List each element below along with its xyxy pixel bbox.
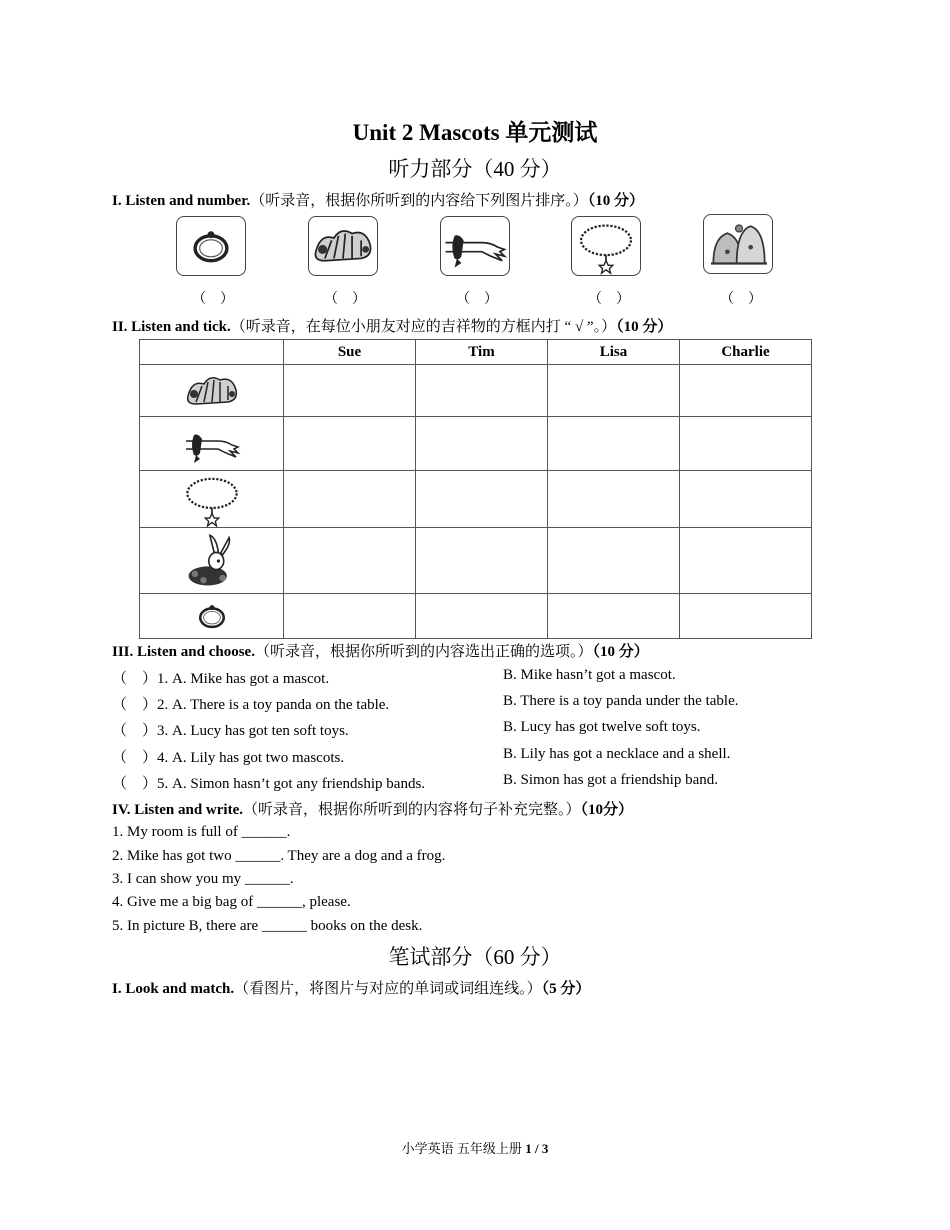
choice-item [112,719,349,740]
table-row [140,471,812,528]
tick-cell-lisa[interactable] [548,471,680,528]
table-header-charlie: Charlie [680,340,812,365]
table-row [140,417,812,471]
bells-icon [704,215,774,277]
shells-icon [166,366,258,416]
section-2-heading [112,315,672,336]
tick-cell-lisa[interactable] [548,365,680,417]
answer-blank[interactable]: （ ） [112,697,158,713]
answer-blank[interactable]: （ ） [112,750,158,766]
footer-page-number: 1 [525,1141,532,1156]
tick-cell-lisa[interactable] [548,594,680,639]
choice-item [112,667,329,688]
tick-cell-lisa[interactable] [548,528,680,594]
row-picture-cell [140,417,284,471]
answer-blank-5[interactable]: （ ） [720,292,762,307]
option-b: B. Mike hasn’t got a mascot. [503,667,676,683]
section-1-title: I. Listen and number. [112,193,251,209]
section-1-points: （10 分） [587,193,645,209]
section-2-title: II. Listen and tick. [112,319,231,335]
choice-item [112,772,425,793]
tick-cell-charlie[interactable] [680,594,812,639]
section-5-instruction: （看图片，将图片与对应的单词或词组连线。） [234,981,542,997]
table-row [140,594,812,639]
section-4-points: （10分） [580,802,634,818]
section-5-heading [112,977,590,998]
fill-in-item[interactable]: 4. Give me a big bag of ______, please. [112,894,351,910]
picture-2 [308,216,378,276]
section-3-title: III. Listen and choose. [112,644,255,660]
table-header-tim: Tim [416,340,548,365]
answer-blank-4[interactable]: （ ） [588,292,630,307]
table-row [140,365,812,417]
tick-cell-tim[interactable] [416,365,548,417]
row-picture-cell [140,528,284,594]
row-picture-cell [140,365,284,417]
friendship-band-icon [168,419,256,469]
tick-cell-sue[interactable] [284,365,416,417]
section-3-heading [112,640,649,661]
section-3-instruction: （听录音，根据你所听到的内容选出正确的选项。） [254,644,593,660]
tick-cell-tim[interactable] [416,594,548,639]
bracelet-icon [185,595,239,637]
choice-item [112,746,344,767]
fill-in-item[interactable]: 5. In picture B, there are ______ books on the desk. [112,918,423,934]
section-3-points: （10 分） [592,644,649,660]
picture-5 [703,214,773,274]
section-2-instruction: （听录音，在每位小朋友对应的吉祥物的方框内打 “ √ ”。） [230,319,617,335]
writing-header: 笔试部分（60 分） [388,945,562,969]
fill-in-item[interactable]: 1. My room is full of ______. [112,824,291,840]
tick-cell-charlie[interactable] [680,417,812,471]
answer-blank-2[interactable]: （ ） [324,292,366,307]
tick-table [139,339,812,639]
answer-blank-1[interactable]: （ ） [192,292,234,307]
answer-blank[interactable]: （ ） [112,671,158,687]
page-footer [0,1138,950,1157]
section-1-heading [112,189,644,210]
table-row [140,528,812,594]
tick-cell-sue[interactable] [284,594,416,639]
tick-cell-lisa[interactable] [548,417,680,471]
option-a: 2. A. There is a toy panda on the table. [157,697,390,713]
tick-cell-sue[interactable] [284,471,416,528]
footer-separator: / [531,1141,542,1156]
answer-blank[interactable]: （ ） [112,723,158,739]
option-b: B. Simon has got a friendship band. [503,772,718,788]
option-a: 3. A. Lucy has got ten soft toys. [157,723,349,739]
page-title: Unit 2 Mascots 单元测试 [352,120,598,145]
footer-total-pages: 3 [541,1141,549,1156]
tick-cell-tim[interactable] [416,528,548,594]
friendship-band-icon [441,217,509,275]
option-a: 4. A. Lily has got two mascots. [157,750,345,766]
choice-item [112,693,389,714]
section-5-title: I. Look and match. [112,981,235,997]
section-4-heading [112,798,633,819]
footer-text: 小学英语 五年级上册 [401,1141,526,1156]
section-1-instruction: （听录音，根据你所听到的内容给下列图片排序。） [250,193,588,209]
option-b: B. Lucy has got twelve soft toys. [503,719,701,735]
picture-1 [176,216,246,276]
row-picture-cell [140,471,284,528]
picture-3 [440,216,510,276]
shells-icon [309,217,377,275]
section-4-instruction: （听录音，根据你所听到的内容将句子补充完整。） [243,802,581,818]
fill-in-item[interactable]: 3. I can show you my ______. [112,871,294,887]
option-a: 5. A. Simon hasn’t got any friendship bands. [157,776,426,792]
picture-4 [571,216,641,276]
table-header-lisa: Lisa [548,340,680,365]
tick-cell-sue[interactable] [284,528,416,594]
tick-cell-charlie[interactable] [680,528,812,594]
listening-header: 听力部分（40 分） [388,157,562,181]
section-2-points: （10 分） [616,319,673,335]
table-header-sue: Sue [284,340,416,365]
table-header-corner [140,340,284,365]
answer-blank-3[interactable]: （ ） [456,292,498,307]
fill-in-item[interactable]: 2. Mike has got two ______. They are a dog and a frog. [112,848,446,864]
row-picture-cell [140,594,284,639]
tick-cell-tim[interactable] [416,471,548,528]
necklace-icon [572,217,640,275]
tick-cell-sue[interactable] [284,417,416,471]
necklace-icon [178,471,246,527]
tick-cell-charlie[interactable] [680,365,812,417]
toy-rabbit-icon [179,529,245,593]
tick-cell-tim[interactable] [416,417,548,471]
tick-cell-charlie[interactable] [680,471,812,528]
option-b: B. Lily has got a necklace and a shell. [503,746,731,762]
answer-blank[interactable]: （ ） [112,776,158,792]
section-4-title: IV. Listen and write. [112,802,243,818]
option-a: 1. A. Mike has got a mascot. [157,671,330,687]
section-5-points: （5 分） [541,981,591,997]
bracelet-icon [177,217,245,275]
option-b: B. There is a toy panda under the table. [503,693,739,709]
